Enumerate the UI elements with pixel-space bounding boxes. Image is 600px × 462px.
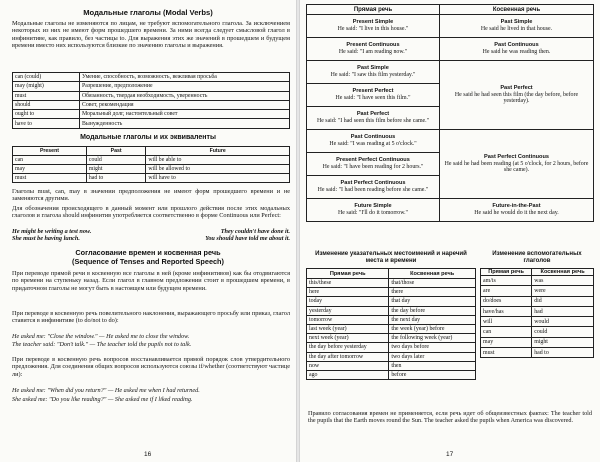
reported-speech-cell xyxy=(440,38,594,61)
table-row xyxy=(307,361,476,370)
table-row xyxy=(481,276,594,286)
table-row xyxy=(13,91,290,100)
direct-speech-text: He said: "I was reading at 5 o'clock." xyxy=(329,141,417,147)
table-row xyxy=(307,343,476,352)
table-row xyxy=(307,324,476,333)
right-page xyxy=(300,0,600,462)
table-cell: must xyxy=(481,348,532,358)
table-cell: here xyxy=(307,288,389,297)
reported-speech-text: He said he had been reading (at 5 o'clock, for 2 hours, before she came). xyxy=(444,160,589,174)
table-row xyxy=(307,61,594,84)
direct-speech-cell xyxy=(307,107,440,130)
tense-name: Past Perfect Continuous xyxy=(484,154,549,161)
table-cell: have/has xyxy=(481,306,532,316)
tense-name: Future-in-the-Past xyxy=(492,203,541,210)
table-cell: tomorrow xyxy=(307,315,389,324)
table-row xyxy=(481,306,594,316)
modal-verb-cell: can (could) xyxy=(13,73,80,82)
example-1a: He might be writing a test now. xyxy=(12,228,92,235)
table-row xyxy=(307,297,476,306)
modal-verb-cell: ought to xyxy=(13,110,80,119)
column-header: Present xyxy=(13,147,87,156)
tense-name: Past Simple xyxy=(357,65,389,72)
table-cell: yesterday xyxy=(307,306,389,315)
table-row xyxy=(481,348,594,358)
direct-speech-cell xyxy=(307,15,440,38)
reported-speech-text: He said he had seen this film (the day before, before yesterday). xyxy=(454,91,579,105)
sequence-tenses-title xyxy=(0,248,296,266)
table-row xyxy=(307,15,594,38)
example-2b: You should have told me about it. xyxy=(205,235,290,243)
tense-name: Past Perfect xyxy=(500,85,533,92)
modal-meaning-cell: Моральный долг, настоятельный совет xyxy=(80,110,290,119)
modal-examples xyxy=(12,228,290,243)
continuous-perfect-text: Для обозначения происходящего в данный момент или прошлого действия после этих модальных глаголов и глагола should инфинитив употребляется соответственно в форме Continuous или Perfect: xyxy=(12,205,290,220)
pointer-change-title: Изменение указательных местоимений и наречий места и времени xyxy=(315,250,467,265)
direct-speech-text: He said: "I'll do it tomorrow." xyxy=(338,210,408,216)
adverb-shift-table xyxy=(306,268,476,380)
modal-equivalents-title: Модальные глаголы и их эквиваленты xyxy=(80,134,216,141)
table-cell: there xyxy=(389,288,476,297)
reported-speech-cell xyxy=(440,199,594,222)
direct-speech-text: He said: "I had seen this film before she came." xyxy=(316,118,430,124)
table-cell: were xyxy=(532,286,594,296)
table-cell: two days before xyxy=(389,343,476,352)
reported-speech-cell xyxy=(440,15,594,38)
tense-name: Past Continuous xyxy=(494,42,539,49)
table-cell: can xyxy=(481,327,532,337)
sequence-title-en: (Sequence of Tenses and Reported Speech) xyxy=(72,257,224,266)
imperative-example-1: He asked me: "Close the window." — He asked me to close the window. xyxy=(12,333,190,340)
table-row xyxy=(307,315,476,324)
modal-meaning-cell: Вынужденность xyxy=(80,119,290,128)
modal-note-text: Глаголы must, can, may в значении предположения не имеют форм прошедшего времени и не заменяются другими. xyxy=(12,188,290,203)
table-row xyxy=(307,199,594,222)
modal-verb-cell: must xyxy=(13,91,80,100)
tense-name: Present Perfect Continuous xyxy=(336,157,410,164)
table-row xyxy=(481,286,594,296)
column-header: Косвенная речь xyxy=(532,269,594,276)
sequence-title-ru: Согласование времен и косвенная речь xyxy=(75,248,221,257)
column-header: Future xyxy=(146,147,290,156)
tense-name: Present Perfect xyxy=(352,88,394,95)
table-row xyxy=(13,156,290,165)
direct-speech-text: He said: "I have seen this film." xyxy=(335,95,411,101)
table-cell: would xyxy=(532,317,594,327)
tense-name: Present Continuous xyxy=(346,42,400,49)
reported-speech-intro: При переводе прямой речи в косвенную все глаголы в ней (кроме инфинитивов) как бы отодвигаются по времени на ступеньку назад. Если глагол в главном предложении стоит в прошедшем времени, в придаточном глаголы не могут быть в настоящем или будущем времени. xyxy=(12,270,290,292)
tense-name: Present Simple xyxy=(352,19,394,26)
table-cell: might xyxy=(86,165,145,174)
table-cell: this/these xyxy=(307,279,389,288)
table-cell: could xyxy=(86,156,145,165)
modal-verb-cell: have to xyxy=(13,119,80,128)
table-cell: the week (year) before xyxy=(389,324,476,333)
table-row xyxy=(13,73,290,82)
question-example-1: He asked me: "When did you return?" — He asked me when I had returned. xyxy=(12,387,200,394)
modal-meaning-cell: Совет, рекомендация xyxy=(80,100,290,109)
table-cell: was xyxy=(532,276,594,286)
table-cell: then xyxy=(389,361,476,370)
page-number-right: 17 xyxy=(446,451,454,458)
page-number-left: 16 xyxy=(144,451,152,458)
table-cell: had to xyxy=(532,348,594,358)
table-cell: had xyxy=(532,306,594,316)
table-row xyxy=(481,337,594,347)
table-cell: could xyxy=(532,327,594,337)
table-cell: had to xyxy=(86,174,145,183)
direct-speech-cell xyxy=(307,176,440,199)
table-row xyxy=(307,130,594,153)
table-row xyxy=(13,174,290,183)
tense-name: Past Continuous xyxy=(350,134,396,141)
table-cell: last week (year) xyxy=(307,324,389,333)
direct-speech-cell xyxy=(307,130,440,153)
table-cell: might xyxy=(532,337,594,347)
direct-speech-cell xyxy=(307,84,440,107)
table-cell: will be allowed to xyxy=(146,165,290,174)
table-cell: can xyxy=(13,156,87,165)
left-page xyxy=(0,0,296,462)
modal-equivalents-table xyxy=(12,146,290,183)
table-cell: do/does xyxy=(481,296,532,306)
example-2a: She must be having lunch. xyxy=(12,235,80,243)
table-row xyxy=(307,279,476,288)
table-cell: ago xyxy=(307,370,389,379)
tense-name: Past Simple xyxy=(500,19,533,26)
imperative-rule-text: При переводе в косвенную речь повелительного наклонения, выражающего просьбу или приказ, глагол ставится в инфинитиве (to do/not to do): xyxy=(12,310,290,325)
imperative-example-2: The teacher said: "Don't talk." — The teacher told the pupils not to talk. xyxy=(12,341,192,348)
modal-meaning-cell: Обязанность, твердая необходимость, уверенность xyxy=(80,91,290,100)
table-cell: the day after tomorrow xyxy=(307,352,389,361)
modal-verb-cell: should xyxy=(13,100,80,109)
question-rule-text: При переводе в косвенную речь вопросов восстанавливается прямой порядок слов утвердительного предложения. Для соединения общих вопросов используются союзы if/whether (соответствуют частице ли): xyxy=(12,356,290,378)
table-cell: next week (year) xyxy=(307,334,389,343)
table-row xyxy=(307,334,476,343)
table-cell: did xyxy=(532,296,594,306)
modal-meaning-cell: Умение, способность, возможность, вежливая просьба xyxy=(80,73,290,82)
table-row xyxy=(13,82,290,91)
direct-speech-cell xyxy=(307,153,440,176)
table-row xyxy=(13,110,290,119)
column-header: Прямая речь xyxy=(307,5,440,15)
table-row xyxy=(13,165,290,174)
table-row xyxy=(307,352,476,361)
tense-name: Past Perfect xyxy=(356,111,390,118)
table-cell: must xyxy=(13,174,87,183)
table-cell: the day before xyxy=(389,306,476,315)
modal-meaning-table xyxy=(12,72,290,129)
column-header: Past xyxy=(86,147,145,156)
table-cell: today xyxy=(307,297,389,306)
table-cell: will xyxy=(481,317,532,327)
direct-speech-cell xyxy=(307,61,440,84)
aux-verb-table xyxy=(480,268,594,358)
table-cell: two days later xyxy=(389,352,476,361)
table-cell: the next day xyxy=(389,315,476,324)
reported-speech-cell xyxy=(440,61,594,130)
direct-speech-text: He said: "I live in this house." xyxy=(337,26,409,32)
modal-intro-text: Модальные глаголы не изменяются по лицам, не требуют вспомогательного глагола. За исключением некоторых из них не имеют форм прошедшего времени. За ними всегда следует смысловой глагол в инфинитиве, как правило, без частицы to. Для выражения этих же значений в прошедшем и будущем времени вместо них используются близкие по значению глаголы и выражения. xyxy=(12,20,290,50)
table-row xyxy=(481,296,594,306)
question-example-2: She asked me: "Do you like reading?" — She asked me if I liked reading. xyxy=(12,396,193,403)
table-cell: the following week (year) xyxy=(389,334,476,343)
table-row xyxy=(13,119,290,128)
table-cell: that/those xyxy=(389,279,476,288)
column-header: Косвенная речь xyxy=(440,5,594,15)
table-row xyxy=(307,38,594,61)
tense-name: Past Perfect Continuous xyxy=(340,180,406,187)
table-cell: the day before yesterday xyxy=(307,343,389,352)
example-1b: They couldn't have done it. xyxy=(220,228,290,235)
reported-speech-text: He said he would do it the next day. xyxy=(474,210,559,216)
table-cell: may xyxy=(13,165,87,174)
general-facts-note: Правило согласования времен не применяется, если речь идет об общеизвестных фактах: The teacher told the pupils that the Earth moves round the Sun. The teacher asked the pupils when America was discovered. xyxy=(308,410,592,425)
table-cell: before xyxy=(389,370,476,379)
direct-speech-text: He said: "I had been reading before she came." xyxy=(317,187,429,193)
column-header: Прямая речь xyxy=(481,269,532,276)
table-cell: am/is xyxy=(481,276,532,286)
reported-speech-text: He said he lived in that house. xyxy=(480,26,553,32)
table-cell: are xyxy=(481,286,532,296)
modal-verbs-title: Модальные глаголы (Modal Verbs) xyxy=(83,8,213,17)
table-row xyxy=(481,317,594,327)
modal-verb-cell: may (might) xyxy=(13,82,80,91)
modal-meaning-cell: Разрешение, предположение xyxy=(80,82,290,91)
table-row xyxy=(307,306,476,315)
direct-speech-text: He said: "I saw this film yesterday." xyxy=(330,72,416,78)
direct-speech-text: He said: "I have been reading for 2 hours." xyxy=(322,164,424,170)
table-row xyxy=(307,288,476,297)
column-header: Прямая речь xyxy=(307,269,389,279)
table-cell: that day xyxy=(389,297,476,306)
reported-speech-cell xyxy=(440,130,594,199)
column-header: Косвенная речь xyxy=(389,269,476,279)
reported-speech-table xyxy=(306,4,594,222)
reported-speech-text: He said he was reading then. xyxy=(482,49,551,55)
table-cell: may xyxy=(481,337,532,347)
direct-speech-cell xyxy=(307,38,440,61)
table-row xyxy=(307,370,476,379)
aux-change-title: Изменение вспомогательных глаголов xyxy=(492,250,582,265)
table-cell: now xyxy=(307,361,389,370)
table-cell: will be able to xyxy=(146,156,290,165)
direct-speech-text: He said: "I am reading now." xyxy=(338,49,408,55)
table-row xyxy=(481,327,594,337)
table-row xyxy=(13,100,290,109)
direct-speech-cell xyxy=(307,199,440,222)
tense-name: Future Simple xyxy=(354,203,392,210)
table-cell: will have to xyxy=(146,174,290,183)
